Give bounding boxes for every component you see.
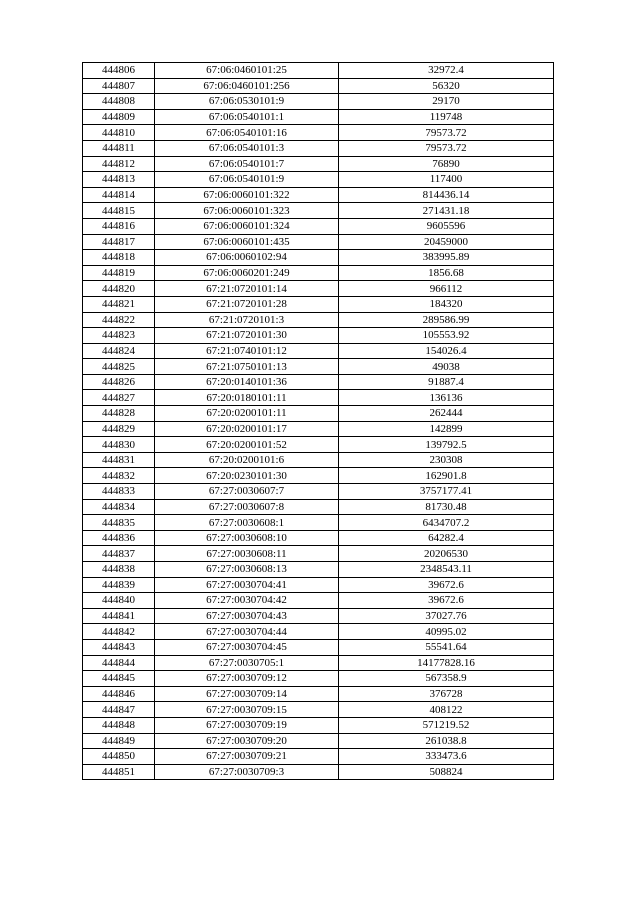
table-row: [83, 312, 554, 328]
table-row: [83, 671, 554, 687]
cadastral-number-cell: 67:21:0740101:12: [155, 343, 339, 359]
row-number-cell: 444807: [83, 78, 155, 94]
cadastral-number-cell: 67:06:0460101:256: [155, 78, 339, 94]
value-cell: 79573.72: [339, 140, 554, 156]
cadastral-number-cell: 67:27:0030608:11: [155, 546, 339, 562]
table-row: [83, 109, 554, 125]
table-row: [83, 593, 554, 609]
row-number-cell: 444832: [83, 468, 155, 484]
value-cell: 2348543.11: [339, 562, 554, 578]
table-row: [83, 749, 554, 765]
cadastral-number-cell: 67:06:0060201:249: [155, 265, 339, 281]
value-cell: 261038.8: [339, 733, 554, 749]
value-cell: 966112: [339, 281, 554, 297]
value-cell: 1856.68: [339, 265, 554, 281]
row-number-cell: 444830: [83, 437, 155, 453]
value-cell: 6434707.2: [339, 515, 554, 531]
row-number-cell: 444845: [83, 671, 155, 687]
cadastral-number-cell: 67:20:0200101:11: [155, 406, 339, 422]
row-number-cell: 444821: [83, 296, 155, 312]
cadastral-number-cell: 67:27:0030709:19: [155, 717, 339, 733]
value-cell: 20459000: [339, 234, 554, 250]
row-number-cell: 444834: [83, 499, 155, 515]
cadastral-number-cell: 67:06:0460101:25: [155, 63, 339, 79]
value-cell: 136136: [339, 390, 554, 406]
cadastral-number-cell: 67:27:0030709:12: [155, 671, 339, 687]
table-row: [83, 296, 554, 312]
value-cell: 408122: [339, 702, 554, 718]
cadastral-number-cell: 67:27:0030608:10: [155, 530, 339, 546]
table-row: [83, 359, 554, 375]
value-cell: 117400: [339, 172, 554, 188]
row-number-cell: 444812: [83, 156, 155, 172]
value-cell: 567358.9: [339, 671, 554, 687]
row-number-cell: 444824: [83, 343, 155, 359]
table-row: [83, 140, 554, 156]
value-cell: 55541.64: [339, 639, 554, 655]
cadastral-number-cell: 67:06:0540101:3: [155, 140, 339, 156]
cadastral-number-cell: 67:27:0030705:1: [155, 655, 339, 671]
table-row: [83, 515, 554, 531]
cadastral-number-cell: 67:27:0030607:8: [155, 499, 339, 515]
cadastral-number-cell: 67:21:0720101:3: [155, 312, 339, 328]
cadastral-number-cell: 67:21:0720101:30: [155, 328, 339, 344]
row-number-cell: 444837: [83, 546, 155, 562]
table-row: [83, 250, 554, 266]
cadastral-number-cell: 67:27:0030704:43: [155, 608, 339, 624]
cadastral-number-cell: 67:06:0540101:7: [155, 156, 339, 172]
value-cell: 262444: [339, 406, 554, 422]
row-number-cell: 444848: [83, 717, 155, 733]
table-row: [83, 234, 554, 250]
value-cell: 230308: [339, 452, 554, 468]
row-number-cell: 444843: [83, 639, 155, 655]
table-row: [83, 94, 554, 110]
row-number-cell: 444815: [83, 203, 155, 219]
value-cell: 119748: [339, 109, 554, 125]
table-row: [83, 562, 554, 578]
table-row: [83, 702, 554, 718]
value-cell: 64282.4: [339, 530, 554, 546]
row-number-cell: 444811: [83, 140, 155, 156]
row-number-cell: 444806: [83, 63, 155, 79]
table-row: [83, 484, 554, 500]
cadastral-number-cell: 67:06:0060101:435: [155, 234, 339, 250]
table-row: [83, 328, 554, 344]
cadastral-number-cell: 67:27:0030704:41: [155, 577, 339, 593]
cadastral-number-cell: 67:27:0030709:20: [155, 733, 339, 749]
value-cell: 39672.6: [339, 593, 554, 609]
value-cell: 49038: [339, 359, 554, 375]
cadastral-number-cell: 67:27:0030709:15: [155, 702, 339, 718]
table-row: [83, 530, 554, 546]
table-row: [83, 639, 554, 655]
value-cell: 76890: [339, 156, 554, 172]
value-cell: 40995.02: [339, 624, 554, 640]
cadastral-number-cell: 67:27:0030704:42: [155, 593, 339, 609]
cadastral-value-table: [82, 62, 554, 780]
table-body: [83, 63, 554, 780]
table-row: [83, 374, 554, 390]
value-cell: 3757177.41: [339, 484, 554, 500]
cadastral-number-cell: 67:06:0060102:94: [155, 250, 339, 266]
row-number-cell: 444844: [83, 655, 155, 671]
row-number-cell: 444826: [83, 374, 155, 390]
table-row: [83, 577, 554, 593]
cadastral-number-cell: 67:27:0030704:44: [155, 624, 339, 640]
value-cell: 37027.76: [339, 608, 554, 624]
cadastral-number-cell: 67:06:0060101:324: [155, 218, 339, 234]
table-row: [83, 546, 554, 562]
row-number-cell: 444817: [83, 234, 155, 250]
value-cell: 14177828.16: [339, 655, 554, 671]
table-row: [83, 717, 554, 733]
table-row: [83, 63, 554, 79]
cadastral-number-cell: 67:20:0200101:52: [155, 437, 339, 453]
row-number-cell: 444825: [83, 359, 155, 375]
table-row: [83, 764, 554, 780]
value-cell: 20206530: [339, 546, 554, 562]
value-cell: 32972.4: [339, 63, 554, 79]
table-row: [83, 655, 554, 671]
cadastral-number-cell: 67:27:0030709:21: [155, 749, 339, 765]
row-number-cell: 444818: [83, 250, 155, 266]
table-row: [83, 452, 554, 468]
value-cell: 154026.4: [339, 343, 554, 359]
table-row: [83, 281, 554, 297]
row-number-cell: 444822: [83, 312, 155, 328]
table-row: [83, 203, 554, 219]
table-row: [83, 624, 554, 640]
row-number-cell: 444819: [83, 265, 155, 281]
row-number-cell: 444833: [83, 484, 155, 500]
cadastral-number-cell: 67:27:0030607:7: [155, 484, 339, 500]
table-row: [83, 686, 554, 702]
row-number-cell: 444850: [83, 749, 155, 765]
row-number-cell: 444851: [83, 764, 155, 780]
value-cell: 508824: [339, 764, 554, 780]
cadastral-number-cell: 67:21:0720101:14: [155, 281, 339, 297]
cadastral-number-cell: 67:06:0530101:9: [155, 94, 339, 110]
cadastral-number-cell: 67:27:0030709:14: [155, 686, 339, 702]
value-cell: 79573.72: [339, 125, 554, 141]
row-number-cell: 444849: [83, 733, 155, 749]
table-row: [83, 187, 554, 203]
table-row: [83, 125, 554, 141]
row-number-cell: 444839: [83, 577, 155, 593]
value-cell: 271431.18: [339, 203, 554, 219]
value-cell: 162901.8: [339, 468, 554, 484]
table-row: [83, 265, 554, 281]
row-number-cell: 444841: [83, 608, 155, 624]
table-row: [83, 421, 554, 437]
table-row: [83, 343, 554, 359]
row-number-cell: 444831: [83, 452, 155, 468]
cadastral-number-cell: 67:06:0060101:323: [155, 203, 339, 219]
row-number-cell: 444846: [83, 686, 155, 702]
cadastral-number-cell: 67:20:0180101:11: [155, 390, 339, 406]
row-number-cell: 444827: [83, 390, 155, 406]
value-cell: 376728: [339, 686, 554, 702]
cadastral-number-cell: 67:27:0030608:13: [155, 562, 339, 578]
value-cell: 39672.6: [339, 577, 554, 593]
cadastral-number-cell: 67:27:0030608:1: [155, 515, 339, 531]
value-cell: 571219.52: [339, 717, 554, 733]
value-cell: 139792.5: [339, 437, 554, 453]
cadastral-number-cell: 67:20:0140101:36: [155, 374, 339, 390]
table-row: [83, 172, 554, 188]
cadastral-number-cell: 67:06:0540101:1: [155, 109, 339, 125]
table-row: [83, 733, 554, 749]
row-number-cell: 444835: [83, 515, 155, 531]
table-row: [83, 406, 554, 422]
table-row: [83, 156, 554, 172]
value-cell: 184320: [339, 296, 554, 312]
row-number-cell: 444829: [83, 421, 155, 437]
row-number-cell: 444840: [83, 593, 155, 609]
table-row: [83, 437, 554, 453]
value-cell: 105553.92: [339, 328, 554, 344]
value-cell: 29170: [339, 94, 554, 110]
row-number-cell: 444810: [83, 125, 155, 141]
row-number-cell: 444823: [83, 328, 155, 344]
value-cell: 814436.14: [339, 187, 554, 203]
cadastral-number-cell: 67:21:0750101:13: [155, 359, 339, 375]
table-row: [83, 78, 554, 94]
table-row: [83, 390, 554, 406]
table-row: [83, 499, 554, 515]
cadastral-number-cell: 67:27:0030709:3: [155, 764, 339, 780]
row-number-cell: 444813: [83, 172, 155, 188]
cadastral-number-cell: 67:27:0030704:45: [155, 639, 339, 655]
cadastral-number-cell: 67:20:0200101:17: [155, 421, 339, 437]
cadastral-number-cell: 67:20:0230101:30: [155, 468, 339, 484]
value-cell: 333473.6: [339, 749, 554, 765]
value-cell: 91887.4: [339, 374, 554, 390]
value-cell: 289586.99: [339, 312, 554, 328]
cadastral-number-cell: 67:20:0200101:6: [155, 452, 339, 468]
value-cell: 56320: [339, 78, 554, 94]
row-number-cell: 444842: [83, 624, 155, 640]
cadastral-number-cell: 67:06:0060101:322: [155, 187, 339, 203]
cadastral-number-cell: 67:06:0540101:9: [155, 172, 339, 188]
row-number-cell: 444847: [83, 702, 155, 718]
value-cell: 9605596: [339, 218, 554, 234]
row-number-cell: 444838: [83, 562, 155, 578]
row-number-cell: 444814: [83, 187, 155, 203]
table-row: [83, 608, 554, 624]
row-number-cell: 444820: [83, 281, 155, 297]
row-number-cell: 444809: [83, 109, 155, 125]
row-number-cell: 444816: [83, 218, 155, 234]
table-row: [83, 468, 554, 484]
row-number-cell: 444828: [83, 406, 155, 422]
row-number-cell: 444808: [83, 94, 155, 110]
row-number-cell: 444836: [83, 530, 155, 546]
table-row: [83, 218, 554, 234]
value-cell: 81730.48: [339, 499, 554, 515]
cadastral-number-cell: 67:21:0720101:28: [155, 296, 339, 312]
value-cell: 142899: [339, 421, 554, 437]
cadastral-number-cell: 67:06:0540101:16: [155, 125, 339, 141]
value-cell: 383995.89: [339, 250, 554, 266]
